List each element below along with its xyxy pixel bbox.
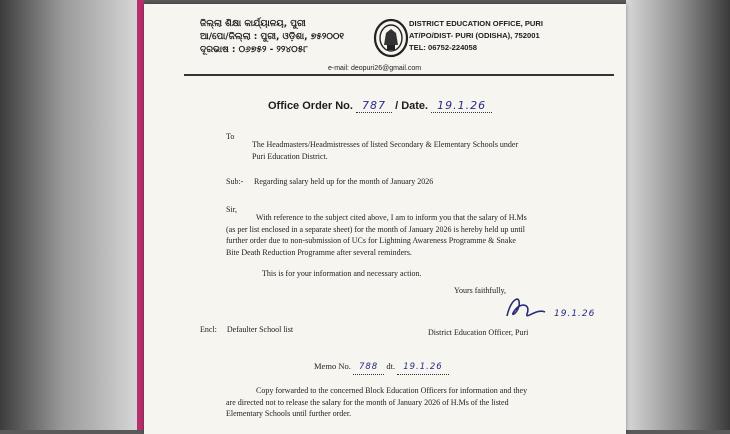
background-right-blur [626, 0, 730, 430]
body-line: (as per list enclosed in a separate sheet) for the month of January 2026 is hereby held up until [226, 224, 526, 234]
odia-line: ଦୂରଭାଷ : ୦୬୭୫୨ - ୨୨୪୦୫୮ [200, 45, 308, 55]
to-label: To [226, 132, 235, 141]
state-emblem-icon [372, 17, 410, 59]
subject-text: Regarding salary held up for the month of January 2026 [254, 177, 434, 186]
body-line: Bite Death Reduction Programme after several reminders. [226, 247, 412, 257]
body-line: further order due to non-submission of UCs for Lightning Awareness Programme & Snake [226, 236, 516, 245]
enclosure-text: Defaulter School list [226, 325, 294, 334]
order-date: 19.1.26 [437, 99, 487, 112]
memo-date: 19.1.26 [403, 362, 443, 372]
subject-label: Sub:- [226, 177, 244, 186]
addressee-line: The Headmasters/Headmistresses of listed Secondary & Elementary Schools under [252, 140, 519, 149]
english-line: DISTRICT EDUCATION OFFICE, PURI [409, 19, 544, 28]
date-label: / Date. [395, 100, 429, 112]
copy-paragraph [226, 385, 621, 420]
copy-line: Copy forwarded to the concerned Block Education Officers for information and they [256, 386, 528, 395]
enclosure [200, 324, 293, 336]
english-letterhead [409, 18, 619, 54]
memo-line [314, 361, 449, 375]
folder-edge-stripe [137, 0, 144, 430]
order-label: Office Order No. [268, 100, 353, 112]
background-left-blur [0, 0, 140, 430]
email-address: e-mail: deopuri26@gmail.com [324, 65, 425, 72]
signature-icon [501, 292, 551, 324]
english-line: AT/PO/DIST- PURI (ODISHA), 752001 [409, 31, 540, 40]
odia-letterhead [200, 18, 370, 57]
body-line: With reference to the subject cited above, I am to inform you that the salary of H.Ms [256, 213, 527, 222]
designation: District Education Officer, Puri [428, 328, 529, 337]
memo-date-label: dt. [386, 361, 396, 371]
addressee [252, 139, 518, 162]
header-rule [184, 74, 614, 76]
closing: Yours faithfully, [454, 286, 507, 295]
order-number: 787 [362, 99, 387, 112]
addressee-line: Puri Education District. [252, 151, 328, 161]
memo-number: 788 [358, 362, 379, 372]
body-paragraph [226, 212, 621, 258]
copy-line: are directed not to release the salary for the month of January 2026 of H.Ms of the listed [226, 397, 509, 407]
signature-date: 19.1.26 [554, 309, 596, 319]
info-line: This is for your information and necessary action. [262, 269, 422, 278]
salutation: Sir, [226, 205, 238, 214]
copy-line: Elementary Schools until further order. [226, 409, 352, 418]
odia-line: ଆ/ପୋ/ଜିଲ୍ଲା : ପୁରୀ, ଓଡ଼ିଶା, ୭୫୨୦୦୧ [200, 32, 345, 42]
office-order-heading [268, 99, 492, 113]
odia-line: ଜିଲ୍ଲା ଶିକ୍ଷା କାର୍ଯ୍ୟାଳୟ, ପୁରୀ [200, 19, 306, 29]
memo-label: Memo No. [314, 361, 351, 371]
english-line: TEL: 06752-224058 [409, 43, 477, 52]
office-order-document [144, 4, 626, 434]
enclosure-label: Encl: [200, 325, 217, 334]
